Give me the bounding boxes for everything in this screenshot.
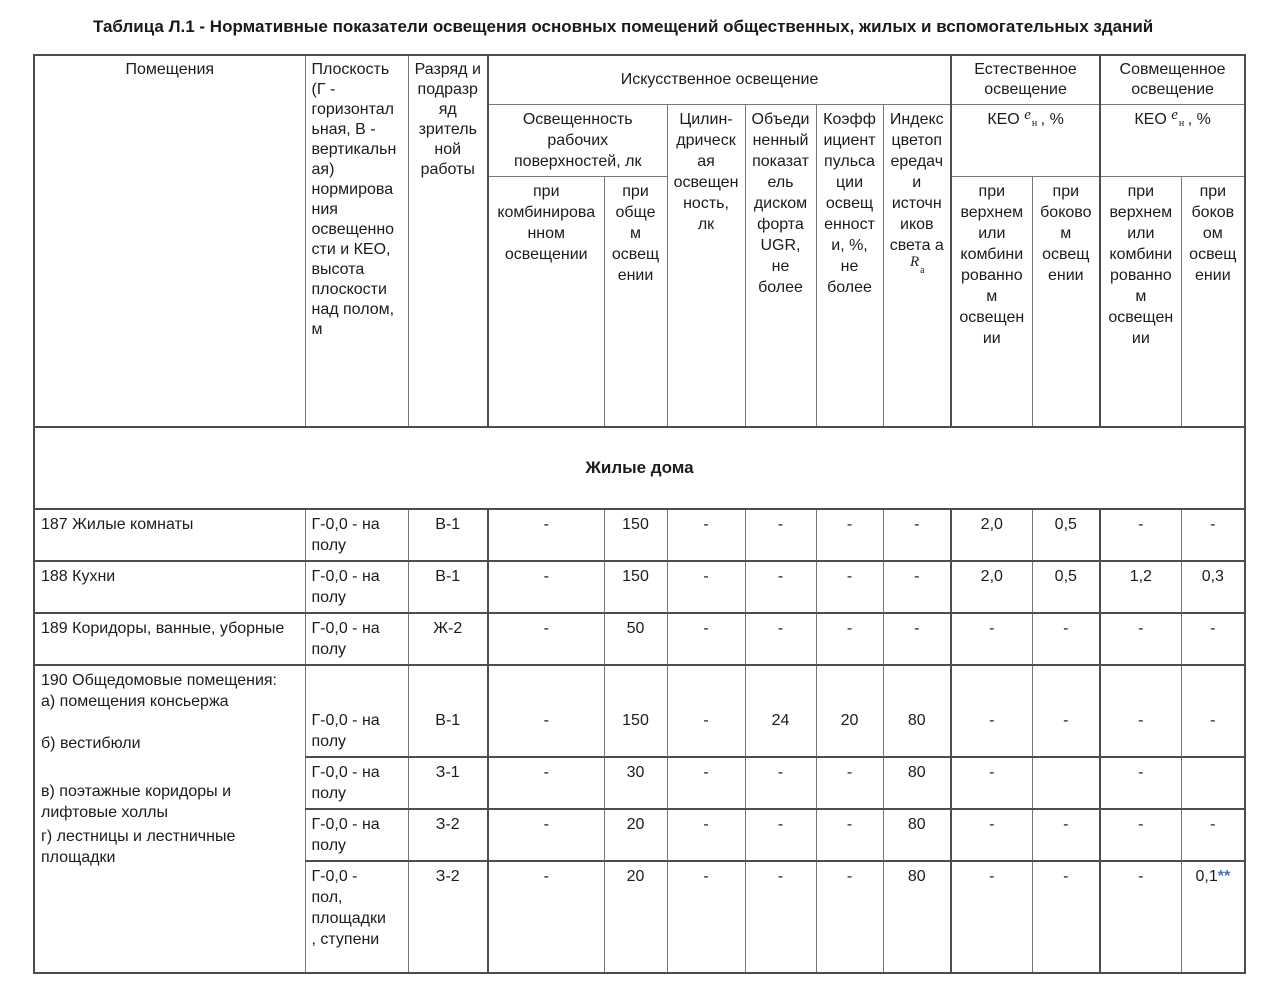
group-header-combined: Совмещенное освещение — [1100, 55, 1245, 105]
cell-value: - — [816, 809, 883, 861]
cell-value: - — [745, 613, 816, 665]
cell-value: - — [1100, 509, 1181, 561]
keo-symbol: $e_н$ — [1171, 107, 1185, 129]
cri-symbol: $R_a$ — [909, 254, 925, 276]
cell-value: 150 — [604, 665, 667, 757]
cell-value: - — [883, 561, 951, 613]
cell-value: 2,0 — [951, 561, 1032, 613]
cell-value: 80 — [883, 809, 951, 861]
cell-value: 0,1** — [1181, 861, 1245, 973]
cell-value: 30 — [604, 757, 667, 809]
cell-value: - — [667, 809, 745, 861]
cell-value: - — [1032, 861, 1100, 973]
section-row — [34, 427, 1245, 509]
col-header-keo-natural: КЕО $e_н$ , % — [951, 105, 1100, 177]
cell-value: - — [667, 509, 745, 561]
cell-value: - — [951, 613, 1032, 665]
cell-value: - — [1032, 809, 1100, 861]
col-header-combined-side: при боковом освещении — [1181, 177, 1245, 427]
cell-value: 80 — [883, 861, 951, 973]
footnote-marker: ** — [1217, 867, 1231, 885]
cell-value: - — [1032, 613, 1100, 665]
col-header-keo-combined: КЕО $e_н$ , % — [1100, 105, 1245, 177]
col-header-at-combined: при комбинированном освещении — [488, 177, 604, 427]
cell-grade: В-1 — [408, 665, 488, 757]
cell-value: - — [667, 561, 745, 613]
cell-value: 20 — [816, 665, 883, 757]
cell-grade: З-2 — [408, 809, 488, 861]
cell-value: 0,5 — [1032, 509, 1100, 561]
cell-plane: Г-0,0 - на полу — [305, 757, 408, 809]
cell-value: - — [951, 809, 1032, 861]
cell-value: - — [951, 861, 1032, 973]
cell-room-name: 187 Жилые комнаты — [34, 509, 305, 561]
lighting-standards-table — [33, 54, 1246, 974]
table-row — [34, 561, 1245, 613]
cell-value: 24 — [745, 665, 816, 757]
col-header-at-general: при общем освещении — [604, 177, 667, 427]
cell-value: 80 — [883, 757, 951, 809]
cri-label: Индекс цветопередачи источников света а — [889, 111, 944, 254]
cell-plane: Г-0,0 - на полу — [305, 613, 408, 665]
cell-value: - — [883, 509, 951, 561]
cell-plane: Г-0,0 - пол, площадки, ступени — [305, 861, 408, 973]
cell-room-name: 189 Коридоры, ванные, уборные — [34, 613, 305, 665]
table-row — [34, 613, 1245, 665]
cell-plane: Г-0,0 - на полу — [305, 561, 408, 613]
cell-value: 2,0 — [951, 509, 1032, 561]
cell-value: - — [1100, 757, 1181, 809]
cell-value: - — [667, 861, 745, 973]
col-header-cri — [883, 105, 951, 427]
group-header-artificial: Искусственное освещение — [488, 55, 951, 105]
cell-value: 0,3 — [1181, 561, 1245, 613]
cell-value: - — [816, 613, 883, 665]
table-row — [34, 665, 1245, 757]
cell-value: - — [488, 665, 604, 757]
cell-value: - — [488, 861, 604, 973]
cell-value: - — [488, 757, 604, 809]
col-header-plane: Плоскость (Г - горизонтальная, В - вертикальная) нормирования освещенности и КЕО, высота плоскости над полом, м — [305, 55, 408, 427]
group-label: 190 Общедомовые помещения: — [41, 671, 277, 689]
cell-value: - — [1181, 509, 1245, 561]
col-header-combined-top: при верхнем или комбинированном освещении — [1100, 177, 1181, 427]
cell-value: - — [667, 665, 745, 757]
cell-value: 1,2 — [1100, 561, 1181, 613]
cell-value: - — [1181, 665, 1245, 757]
cell-value: - — [816, 861, 883, 973]
keo-symbol: $e_н$ — [1024, 107, 1038, 129]
cell-value: 20 — [604, 809, 667, 861]
group-header-natural: Естественное освещение — [951, 55, 1100, 105]
cell-value: 150 — [604, 561, 667, 613]
cell-value: - — [816, 561, 883, 613]
cell-room-name: 188 Кухни — [34, 561, 305, 613]
cell-value: 80 — [883, 665, 951, 757]
cell-value: - — [745, 809, 816, 861]
cell-value: - — [667, 757, 745, 809]
keo-label: КЕО — [987, 111, 1020, 128]
cell-value: - — [745, 757, 816, 809]
cell-value — [1032, 757, 1100, 809]
cell-room-group — [34, 665, 305, 973]
col-header-natural-top: при верхнем или комбинированном освещении — [951, 177, 1032, 427]
group-item-g: г) лестницы и лестничные площадки — [41, 827, 236, 866]
cell-value: - — [883, 613, 951, 665]
keo-label: КЕО — [1134, 111, 1167, 128]
cell-value: - — [745, 861, 816, 973]
cell-value: - — [1181, 809, 1245, 861]
group-item-b: б) вестибюли — [41, 734, 141, 752]
group-item-v: в) поэтажные коридоры и лифтовые холлы — [41, 782, 232, 821]
cell-value: - — [1032, 665, 1100, 757]
cell-value: - — [488, 561, 604, 613]
cell-value: - — [488, 613, 604, 665]
cell-value: - — [488, 509, 604, 561]
header-row-groups — [34, 55, 1245, 105]
cell-value: - — [1100, 613, 1181, 665]
section-title: Жилые дома — [34, 427, 1245, 509]
table-row — [34, 509, 1245, 561]
cell-value: - — [1181, 613, 1245, 665]
cell-value: - — [1100, 809, 1181, 861]
cell-value — [1181, 757, 1245, 809]
col-header-rooms: Помещения — [34, 55, 305, 427]
cell-plane: Г-0,0 - на полу — [305, 665, 408, 757]
group-item-a: а) помещения консьержа — [41, 692, 229, 710]
col-header-ugr: Объединенный показатель дискомфорта UGR, не более — [745, 105, 816, 427]
cell-value: - — [1100, 665, 1181, 757]
cell-value: 50 — [604, 613, 667, 665]
cell-value: 150 — [604, 509, 667, 561]
col-header-cylindrical: Цилин-дрическая освещенность, лк — [667, 105, 745, 427]
cell-grade: Ж-2 — [408, 613, 488, 665]
table-header — [34, 55, 1245, 427]
col-header-natural-side: при боковом освещении — [1032, 177, 1100, 427]
cell-plane: Г-0,0 - на полу — [305, 509, 408, 561]
table-body — [34, 427, 1245, 973]
cell-grade: З-2 — [408, 861, 488, 973]
cell-value: - — [667, 613, 745, 665]
cell-value: - — [951, 665, 1032, 757]
table-title: Таблица Л.1 - Нормативные показатели освещения основных помещений общественных, жилых и вспомогательных зданий — [93, 17, 1154, 36]
cell-plane: Г-0,0 - на полу — [305, 809, 408, 861]
cell-grade: В-1 — [408, 509, 488, 561]
cell-value: - — [816, 757, 883, 809]
cell-value: 0,5 — [1032, 561, 1100, 613]
cell-value: - — [1100, 861, 1181, 973]
cell-value: 20 — [604, 861, 667, 973]
cell-value: - — [816, 509, 883, 561]
cell-value: - — [745, 561, 816, 613]
cell-grade: З-1 — [408, 757, 488, 809]
cell-value: - — [951, 757, 1032, 809]
cell-value: - — [745, 509, 816, 561]
cell-value: - — [488, 809, 604, 861]
col-header-pulsation: Коэффициент пульсации освещенности, %, не более — [816, 105, 883, 427]
col-header-work-illuminance: Освещенность рабочих поверхностей, лк — [488, 105, 667, 177]
col-header-grade: Разряд и подразряд зрительной работы — [408, 55, 488, 427]
cell-grade: В-1 — [408, 561, 488, 613]
